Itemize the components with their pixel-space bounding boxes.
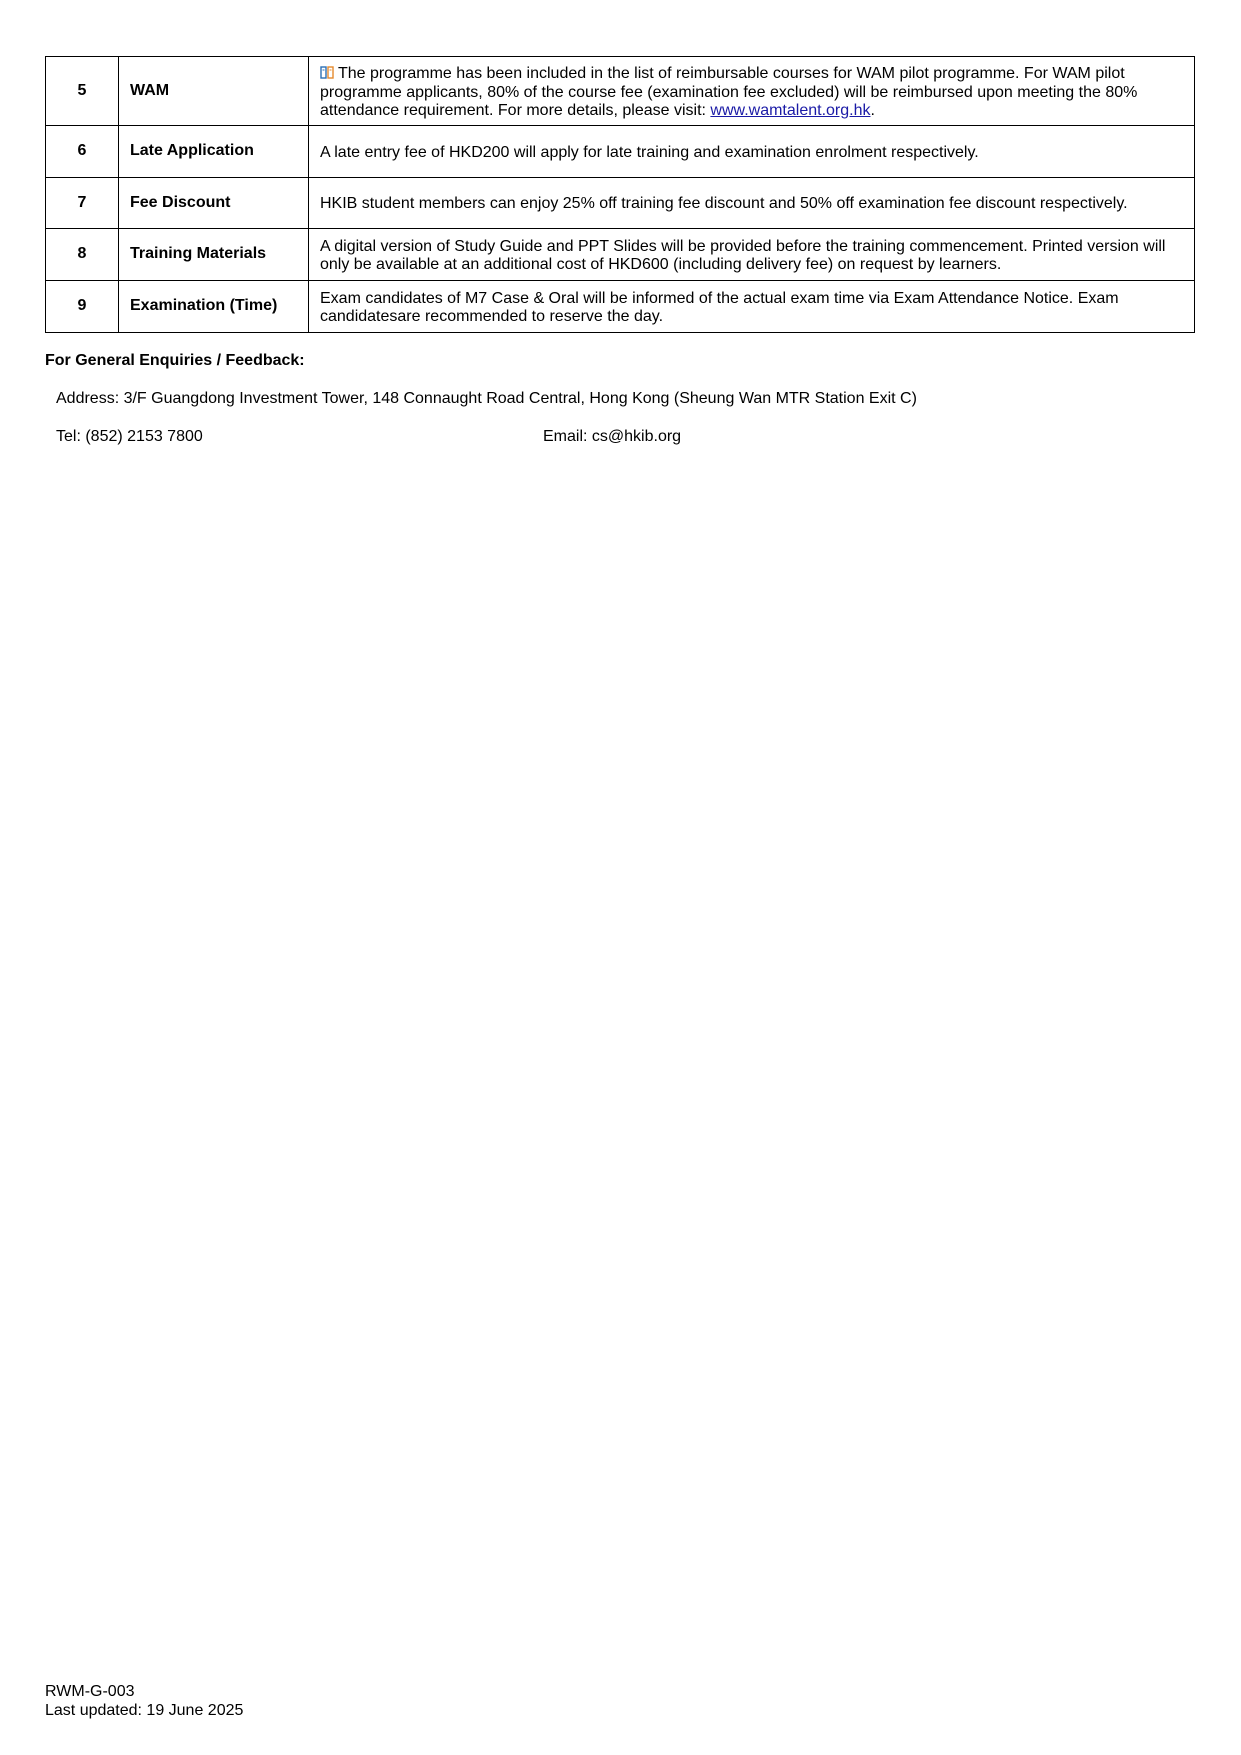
last-updated: Last updated: 19 June 2025 [45,1702,244,1719]
table-row [46,57,1195,126]
info-table [45,56,1195,333]
table-row [46,228,1195,280]
row-description: Exam candidates of M7 Case & Oral will be informed of the actual exam time via Exam Attendance Notice. Exam candidatesare recommended to reserve the day. [309,280,1195,332]
table-row [46,177,1195,228]
contact-tel: Tel: (852) 2153 7800 [56,428,203,445]
wam-logo-icon [320,66,334,79]
row-label: WAM [119,57,309,126]
row-description [309,57,1195,126]
row-label: Examination (Time) [119,280,309,332]
table-row [46,280,1195,332]
row-number: 6 [46,125,119,177]
wam-description-end: . [870,102,875,119]
contact-address: Address: 3/F Guangdong Investment Tower, 148 Connaught Road Central, Hong Kong (Sheung Wan MTR Station Exit C) [56,390,917,407]
row-number: 8 [46,228,119,280]
row-description: A digital version of Study Guide and PPT Slides will be provided before the training commencement. Printed version will only be available at an additional cost of HKD600 (including delivery fee) on request by learners. [309,228,1195,280]
contact-email: Email: cs@hkib.org [543,428,682,445]
row-label: Late Application [119,125,309,177]
row-number: 5 [46,57,119,126]
row-number: 9 [46,280,119,332]
table-row [46,125,1195,177]
row-label: Training Materials [119,228,309,280]
row-number: 7 [46,177,119,228]
row-description: HKIB student members can enjoy 25% off training fee discount and 50% off examination fee discount respectively. [309,177,1195,228]
row-label: Fee Discount [119,177,309,228]
row-description: A late entry fee of HKD200 will apply for late training and examination enrolment respectively. [309,125,1195,177]
document-code: RWM-G-003 [45,1683,135,1700]
enquiries-heading: For General Enquiries / Feedback: [45,352,305,369]
wam-description-text: The programme has been included in the list of reimbursable courses for WAM pilot programme. For WAM pilot programme applicants, 80% of the course fee (examination fee excluded) will be reimbursed upon meeting the 80% attendance requirement. For more details, please visit: [320,65,1138,119]
wamtalent-link[interactable]: www.wamtalent.org.hk [710,102,871,119]
